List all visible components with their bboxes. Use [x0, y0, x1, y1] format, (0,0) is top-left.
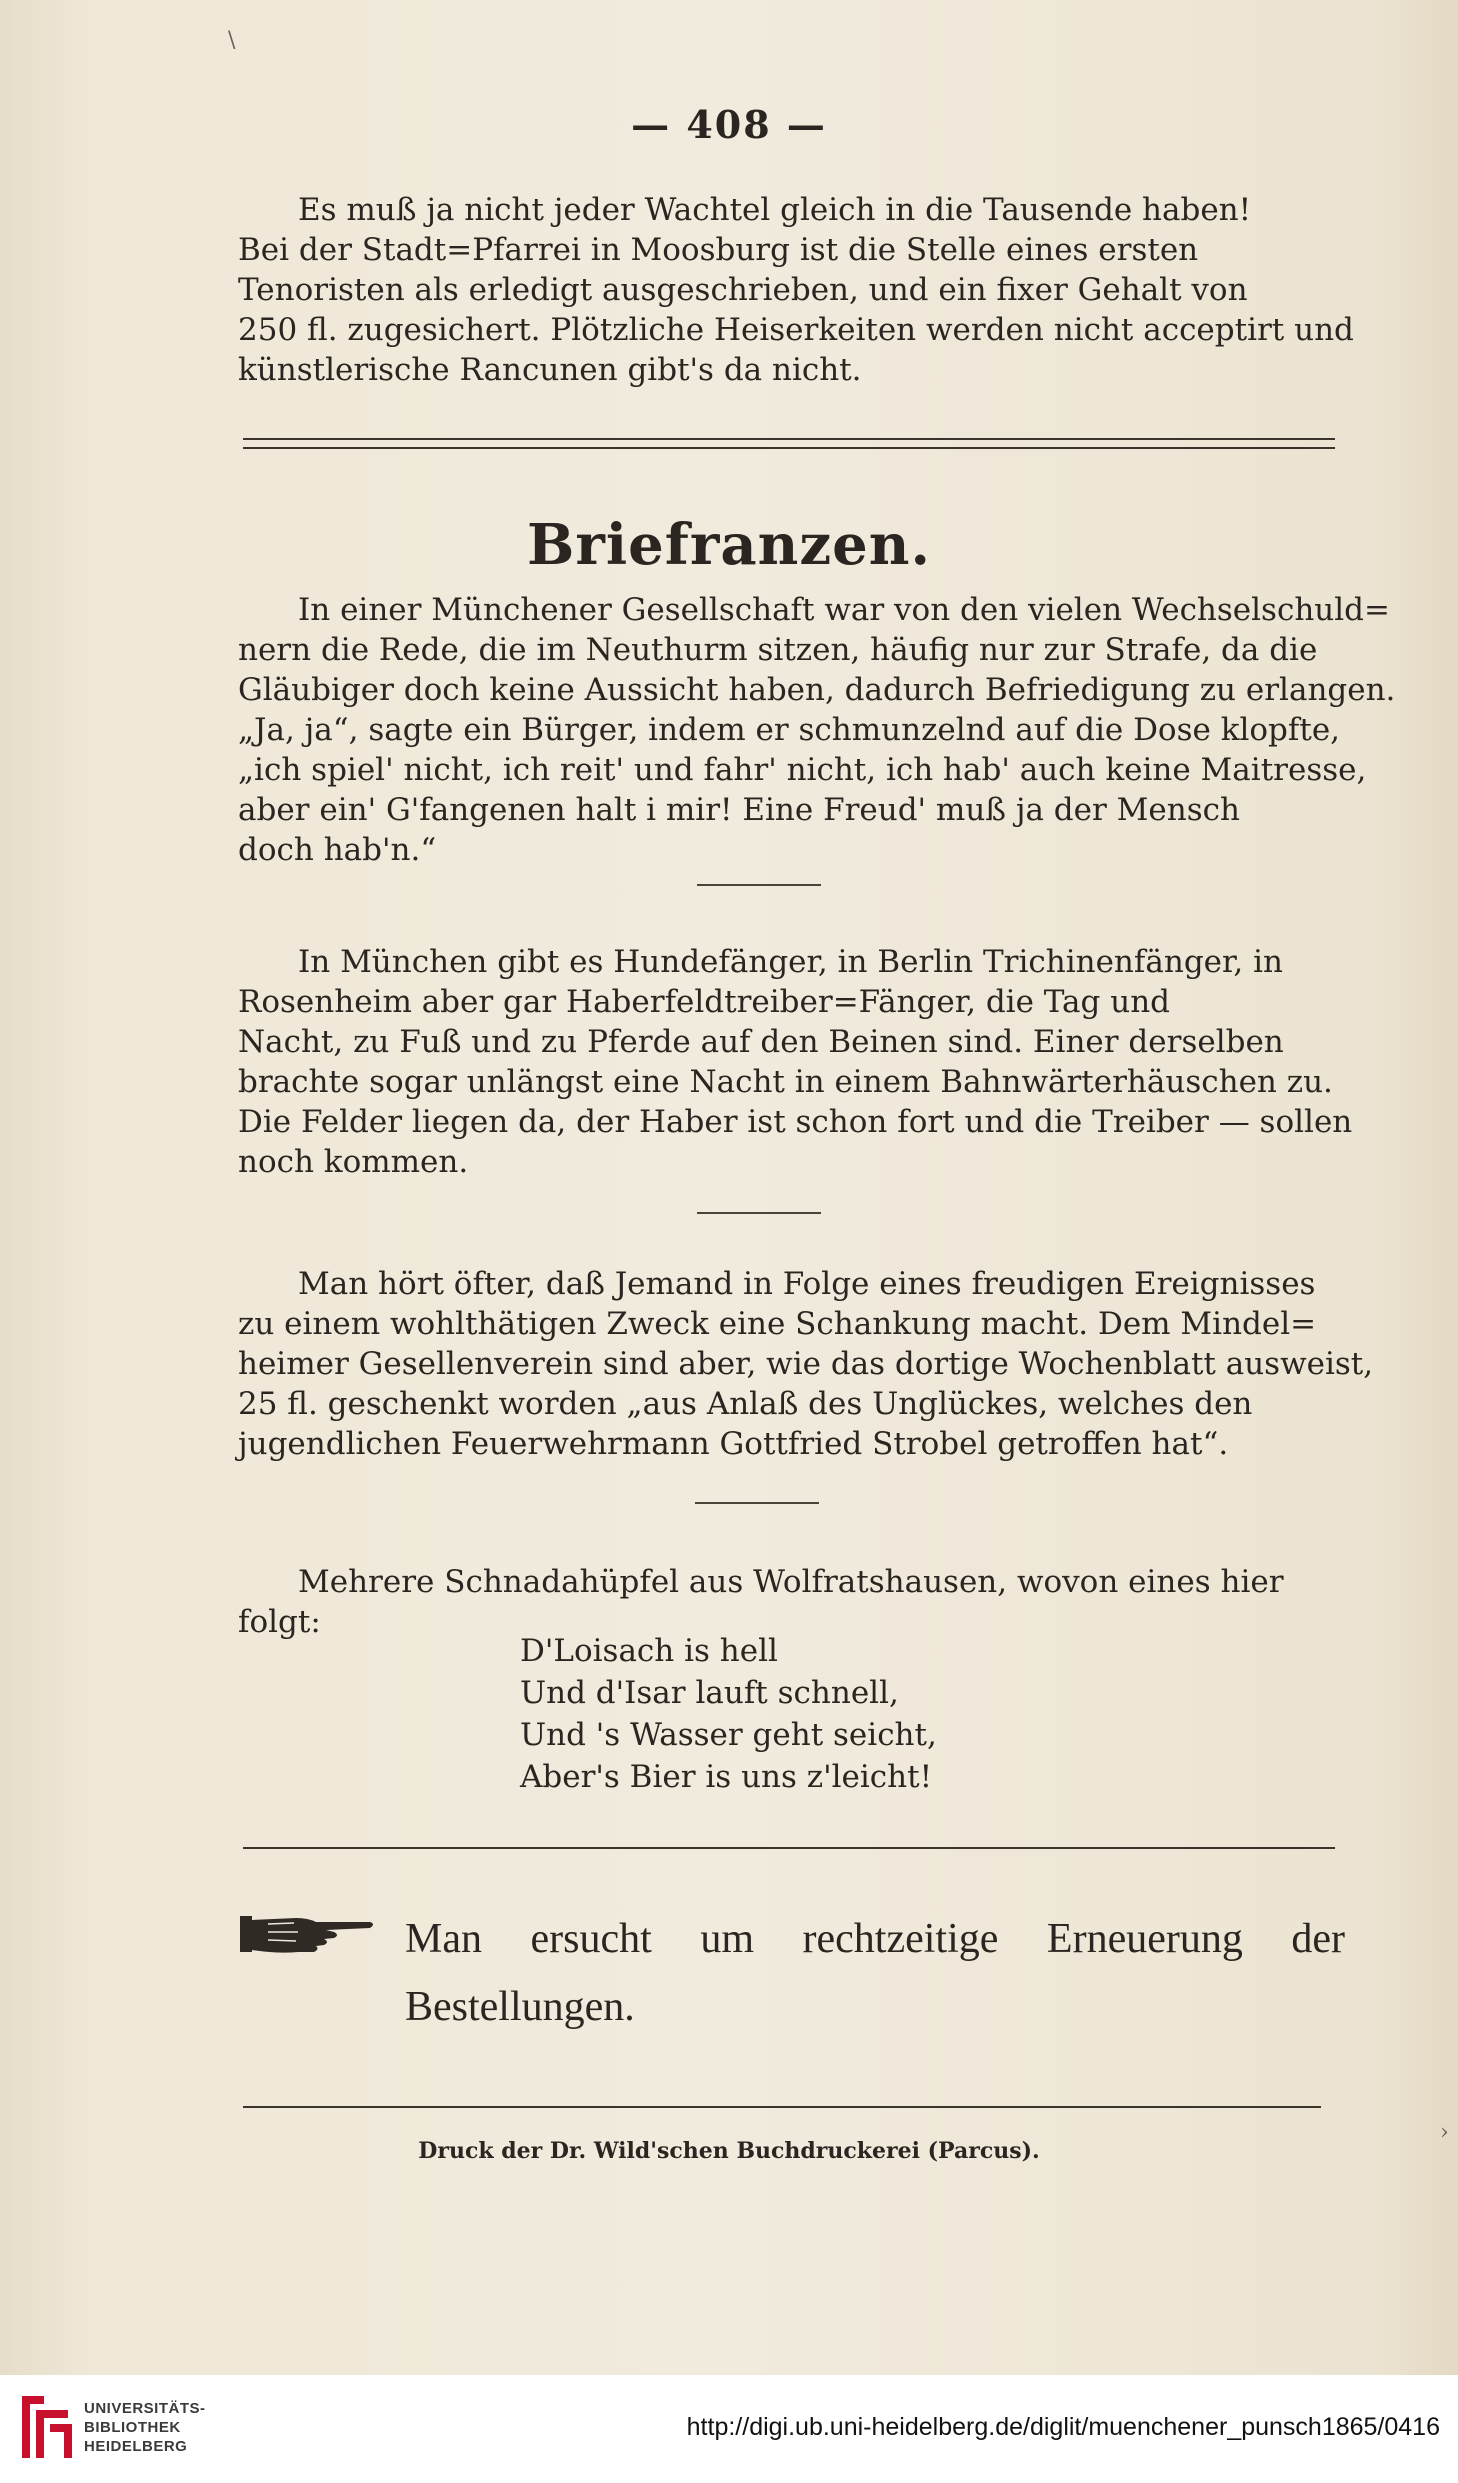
text-line: Mehrere Schnadahüpfel aus Wolfratshausen, wovon eines hier	[298, 1564, 1284, 1600]
renewal-notice: Man ersucht um rechtzeitige Erneuerung der Bestellungen.	[405, 1916, 1345, 2030]
verse-line: Und d'Isar lauft schnell,	[520, 1675, 899, 1711]
library-name-line: UNIVERSITÄTS-	[84, 2400, 206, 2417]
verse-line: D'Loisach is hell	[520, 1633, 778, 1669]
text-line: In München gibt es Hundefänger, in Berlin Trichinenfänger, in	[298, 944, 1284, 980]
paragraph-3	[238, 1264, 1374, 1464]
library-name	[84, 2399, 206, 2456]
verse-line: Aber's Bier is uns z'leicht!	[520, 1759, 933, 1795]
text-line: zu einem wohlthätigen Zweck eine Schankung macht. Dem Mindel=	[238, 1306, 1317, 1342]
text-line: aber ein' G'fangenen halt i mir! Eine Freud' muß ja der Mensch	[238, 792, 1240, 828]
intro-paragraph	[238, 190, 1354, 390]
text-line: „ich spiel' nicht, ich reit' und fahr' nicht, ich hab' auch keine Maitresse,	[238, 752, 1367, 788]
library-name-line: BIBLIOTHEK	[84, 2419, 181, 2436]
text-line: nern die Rede, die im Neuthurm sitzen, häufig nur zur Strafe, da die	[238, 632, 1318, 668]
text-line: Die Felder liegen da, der Haber ist schon fort und die Treiber — sollen	[238, 1104, 1353, 1140]
text-line: In einer Münchener Gesellschaft war von den vielen Wechselschuld=	[298, 592, 1390, 628]
separator-rule	[695, 1502, 819, 1504]
permalink-url[interactable]: http://digi.ub.uni-heidelberg.de/diglit/muenchener_punsch1865/0416	[686, 2413, 1440, 2441]
paragraph-2	[238, 942, 1353, 1182]
text-line: Rosenheim aber gar Haberfeldtreiber=Fänger, die Tag und	[238, 984, 1171, 1020]
double-rule	[243, 438, 1335, 449]
text-line: brachte sogar unlängst eine Nacht in einem Bahnwärterhäuschen zu.	[238, 1064, 1333, 1100]
paragraph-1	[238, 590, 1396, 870]
text-line: folgt:	[238, 1604, 321, 1640]
text-line: Gläubiger doch keine Aussicht haben, dadurch Befriedigung zu erlangen.	[238, 672, 1396, 708]
text-line: „Ja, ja“, sagte ein Bürger, indem er schmunzelnd auf die Dose klopfte,	[238, 712, 1341, 748]
text-line: 25 fl. geschenkt worden „aus Anlaß des Unglückes, welches den	[238, 1386, 1253, 1422]
rule	[243, 1847, 1335, 1849]
text-line: jugendlichen Feuerwehrmann Gottfried Strobel getroffen hat“.	[238, 1426, 1229, 1462]
separator-rule	[697, 884, 821, 886]
text-line: Es muß ja nicht jeder Wachtel gleich in die Tausende haben!	[298, 192, 1252, 228]
text-line: Nacht, zu Fuß und zu Pferde auf den Beinen sind. Einer derselben	[238, 1024, 1284, 1060]
verse	[520, 1630, 937, 1798]
separator-rule	[697, 1212, 821, 1214]
section-heading: Briefranzen.	[527, 512, 931, 578]
text-line: doch hab'n.“	[238, 832, 437, 868]
rule	[243, 2106, 1321, 2108]
text-line: heimer Gesellenverein sind aber, wie das dortige Wochenblatt ausweist,	[238, 1346, 1374, 1382]
text-line: 250 fl. zugesichert. Plötzliche Heiserkeiten werden nicht acceptirt und	[238, 312, 1354, 348]
text-line: noch kommen.	[238, 1144, 469, 1180]
edge-mark: \	[228, 28, 236, 53]
library-name-line: HEIDELBERG	[84, 2438, 188, 2455]
text-line: Tenoristen als erledigt ausgeschrieben, und ein fixer Gehalt von	[238, 272, 1248, 308]
text-line: künstlerische Rancunen gibt's da nicht.	[238, 352, 862, 388]
manicule-icon	[238, 1910, 378, 1958]
page-number: — 408 —	[631, 102, 827, 147]
text-line: Man hört öfter, daß Jemand in Folge eines freudigen Ereignisses	[298, 1266, 1316, 1302]
edge-mark: ›	[1440, 2120, 1449, 2145]
ub-heidelberg-logo-icon	[14, 2392, 76, 2462]
printer-imprint: Druck der Dr. Wild'schen Buchdruckerei (Parcus).	[418, 2138, 1040, 2164]
text-line: Bei der Stadt=Pfarrei in Moosburg ist die Stelle eines ersten	[238, 232, 1199, 268]
verse-line: Und 's Wasser geht seicht,	[520, 1717, 937, 1753]
